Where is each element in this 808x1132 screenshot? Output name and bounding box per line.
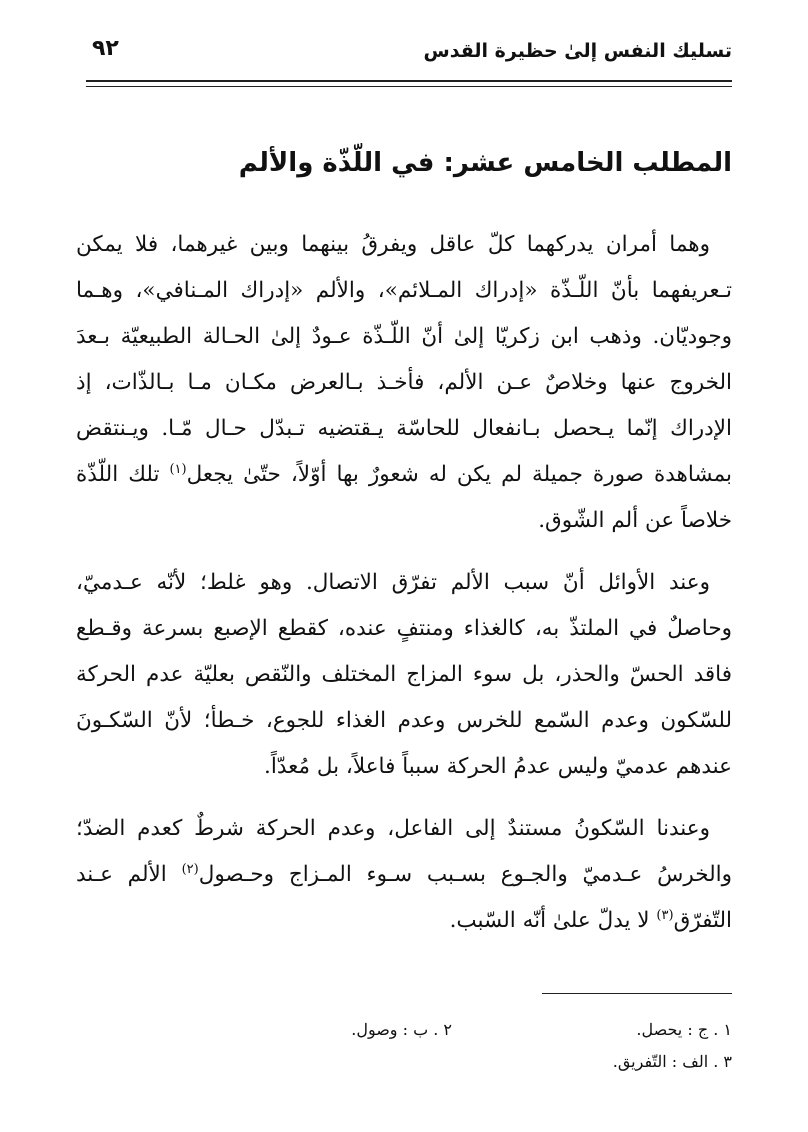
header-rule-thick xyxy=(86,80,732,82)
paragraph-3-mid: الألم عـند التّفرّق xyxy=(76,862,732,933)
footnote-rule xyxy=(542,993,732,994)
paragraph-3-text: وعندنا السّكونُ مستندٌ إلى الفاعل، وعدم الحركة شرطٌ كعدم الضدّ؛ والخرسُ عـدميّ والجـوع بسـبب سـوء المـزاج وحـصول xyxy=(76,816,732,887)
footnotes xyxy=(76,1014,732,1078)
paragraph-1-tail: تلك اللّذّة خلاصاً عن ألم الشّوق. xyxy=(76,462,732,533)
book-title: تسليك النفس إلىٰ حظيرة القدس xyxy=(423,40,732,62)
paragraph-2: وعند الأوائل أنّ سبب الألم تفرّق الاتصال. وهو غلط؛ لأنّه عـدميّ، وحاصلٌ في الملتذّ به، كالغذاء ومنتفٍ عنده، كقطع الإصبع بسرعة وقـطع فاقد الحسّ والحذر، بل سوء المزاج المختلف والنّقص بعليّة عدم الحركة للسّكون وعدم السّمع للخرس وعدم الغذاء للجوع، خـطأ؛ لأنّ السّكـونَ عندهم عدميّ وليس عدمُ الحركة سبباً فاعلاً، بل مُعدّاً. xyxy=(76,570,732,779)
footnote-marker-2[interactable]: (٢) xyxy=(181,861,199,877)
footnote-2: ٢ . ب : وصول. xyxy=(351,1020,452,1039)
body-text xyxy=(76,222,732,944)
footnote-marker-3[interactable]: (٣) xyxy=(656,907,674,923)
footnote-marker-1[interactable]: (١) xyxy=(169,461,187,477)
paragraph-1 xyxy=(76,222,732,544)
footnote-row xyxy=(76,1046,732,1078)
page-number: ٩٢ xyxy=(92,36,119,61)
footnote-3: ٣ . الف : التّفريق. xyxy=(612,1052,732,1071)
running-header xyxy=(82,36,732,76)
footnote-1: ١ . ج : يحصل. xyxy=(636,1020,732,1039)
footnote-row xyxy=(76,1014,732,1046)
header-rule-thin xyxy=(86,86,732,87)
paragraph-3-tail: لا يدلّ علىٰ أنّه السّبب. xyxy=(449,908,650,933)
paragraph-3 xyxy=(76,806,732,944)
paragraph-1-text: وهما أمران يدركهما كلّ عاقل ويفرقُ بينهما وبين غيرهما، فلا يمكن تـعريفهما بأنّ اللّـذّة «إدراك المـلائم»، والألم «إدراك المـنافي»، وهـما وجوديّان. وذهب ابن زكريّا إلىٰ أنّ اللّـذّة عـودٌ إلىٰ الحـالة الطبيعيّة بـعدَ الخروج عنها وخلاصٌ عـن الألم، فأخـذ بـالعرض مكـان مـا بـالذّات، إذ الإدراك إنّما يـحصل بـانفعال للحاسّة يـقتضيه تـبدّل حـال مّـا. ويـنتقض بمشاهدة صورة جميلة لم يكن له شعورٌ بها أوّلاً، حتّىٰ يجعل xyxy=(76,232,732,487)
section-title: المطلب الخامس عشر: في اللّذّة والألم xyxy=(238,148,732,178)
